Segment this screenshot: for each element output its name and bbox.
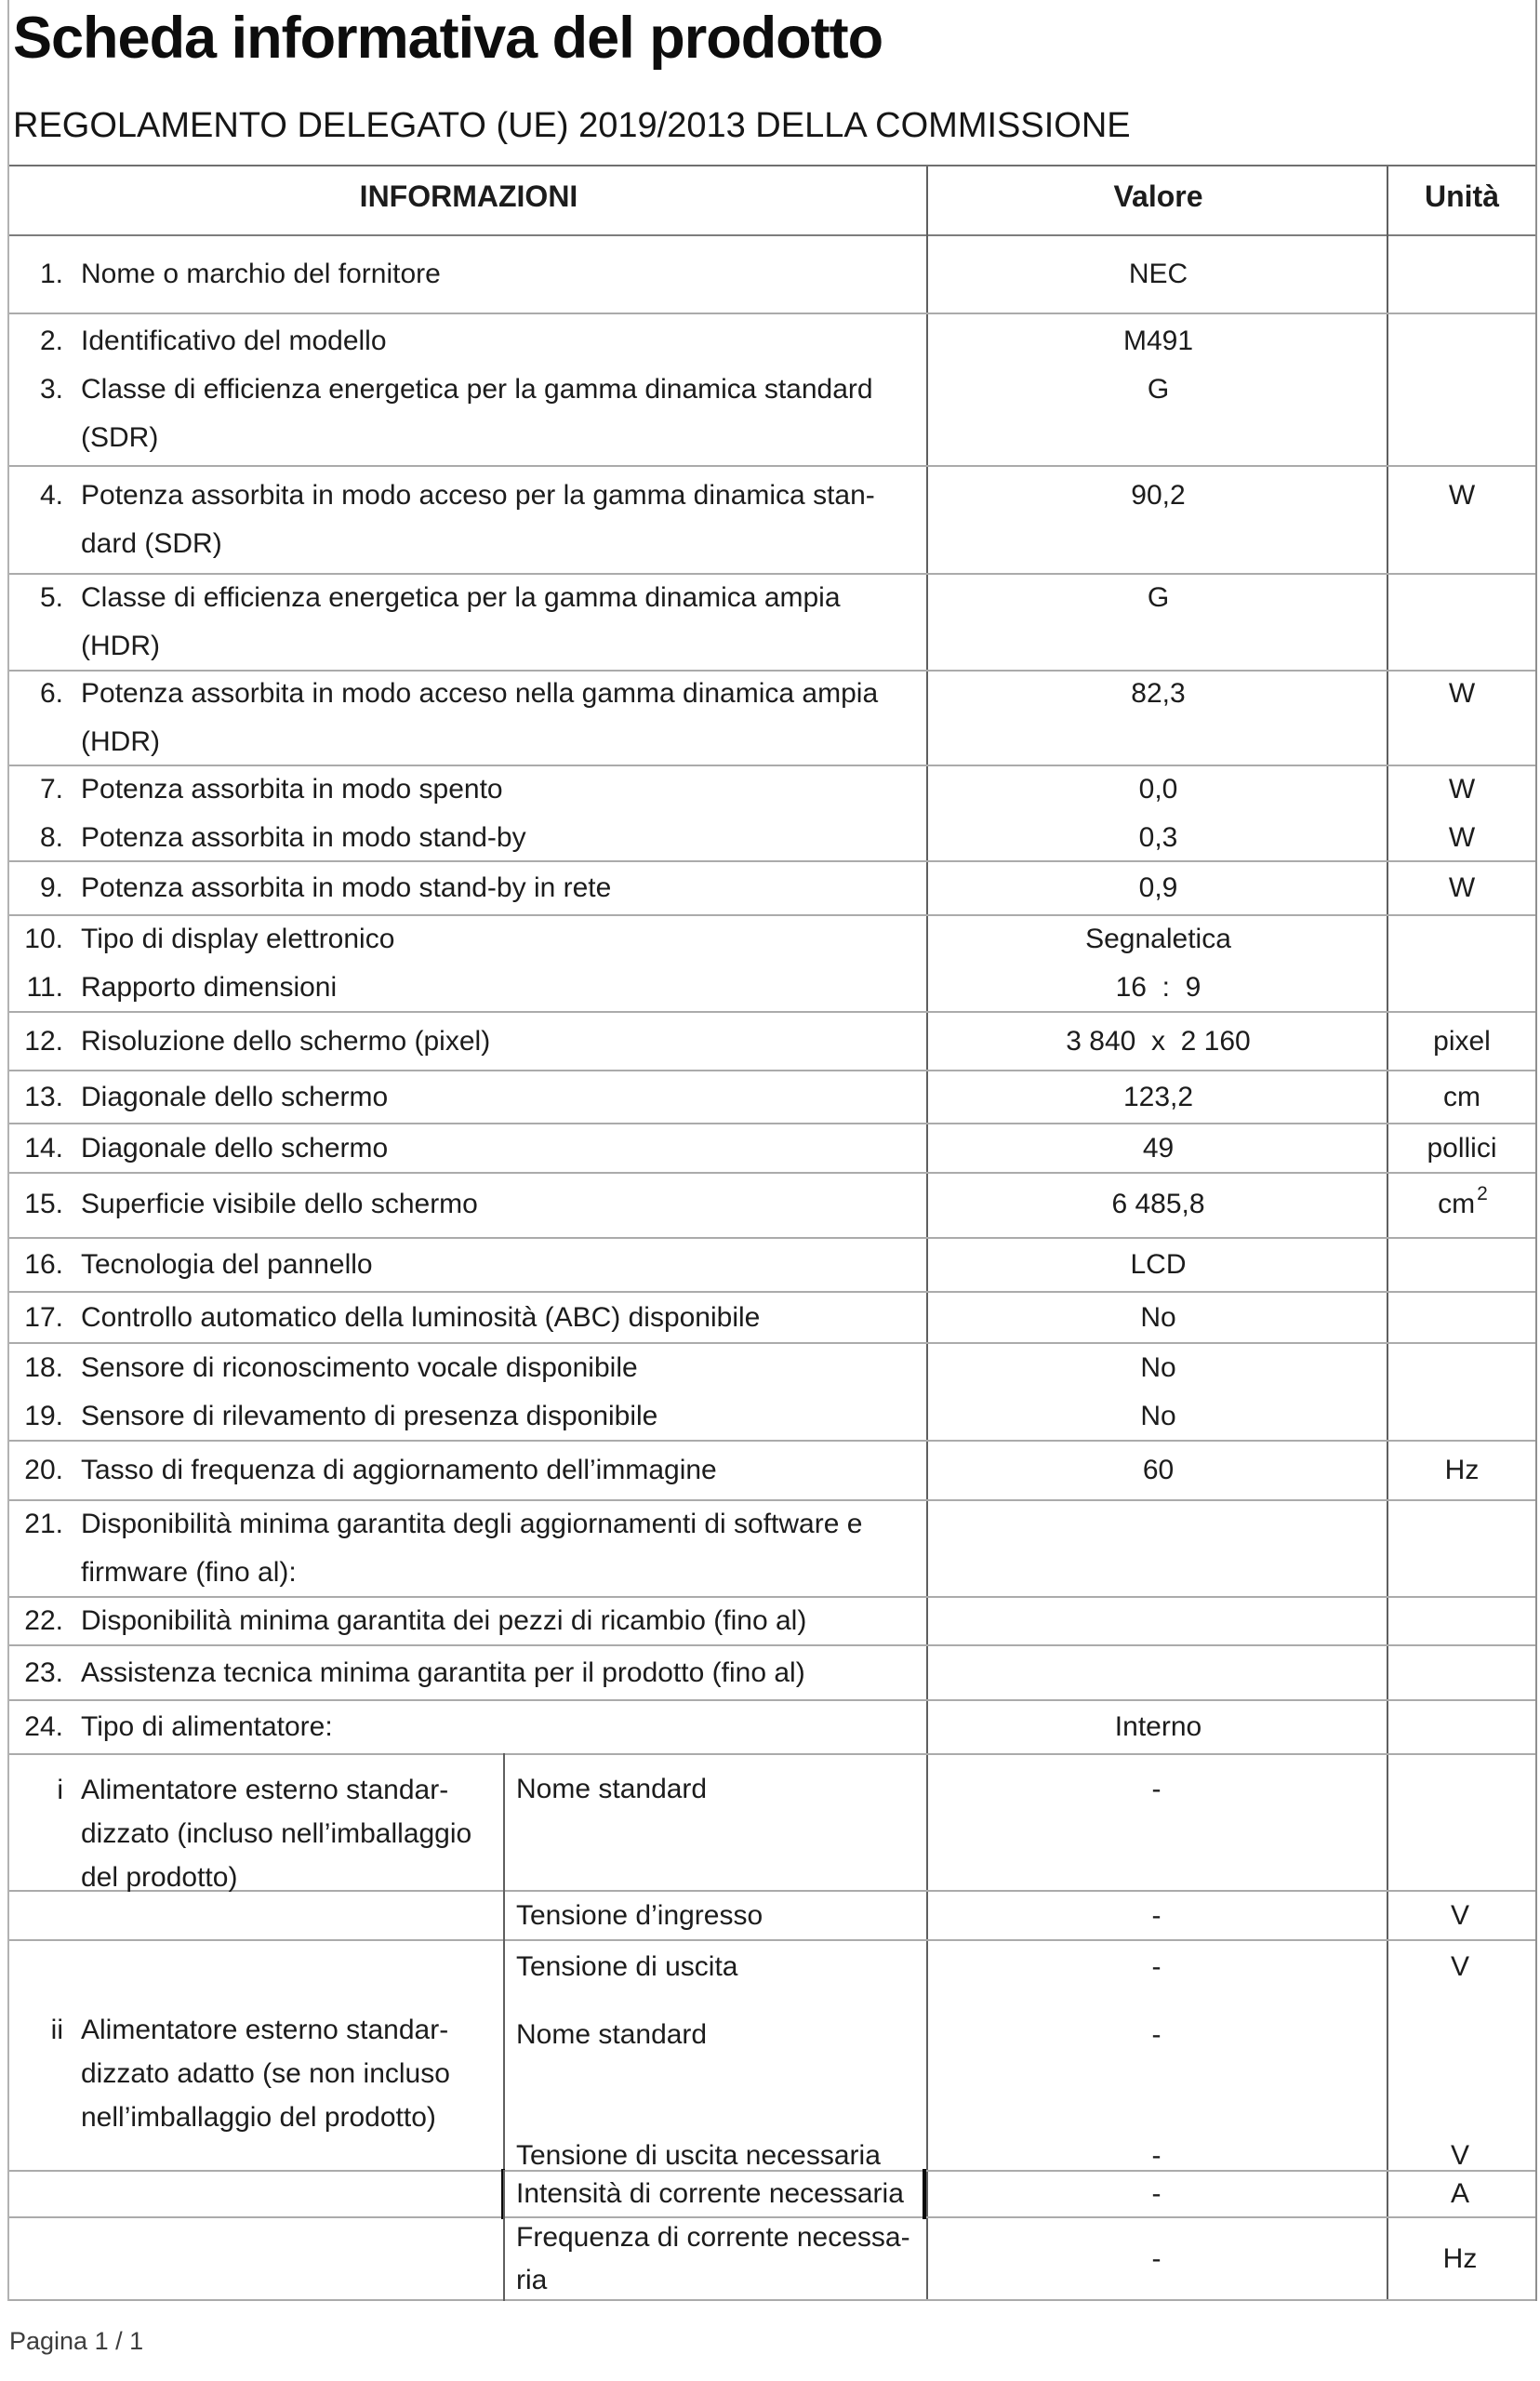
row-info-cell [9, 1241, 928, 1289]
table-row-group [9, 1598, 1535, 1646]
row-number: 9. [39, 872, 63, 903]
row-label-line: Nome o marchio del fornitore [81, 259, 441, 289]
row-value: Interno [1114, 1711, 1202, 1742]
table-row-group [9, 1239, 1535, 1293]
table-row-group [9, 1124, 1535, 1174]
table-row [9, 1073, 1535, 1122]
table-row [9, 1294, 1535, 1342]
row-label [63, 1446, 717, 1495]
table-row-group [9, 1071, 1535, 1124]
row-value: 16 : 9 [1115, 972, 1201, 1003]
row-label [63, 1124, 388, 1173]
psu-desc-cell [9, 2172, 503, 2216]
table-row-group [9, 1344, 1535, 1442]
psu-entries [503, 1941, 1535, 2170]
row-info-cell [9, 765, 928, 814]
table-row [9, 1241, 1535, 1289]
row-unit: Hz [1442, 2242, 1478, 2274]
row-label [63, 864, 611, 912]
table-row [9, 1124, 1535, 1173]
table-row [9, 1703, 1535, 1751]
sub-column-divider [503, 1939, 505, 2172]
table-row-group [9, 916, 1535, 1013]
table-row-group [9, 1892, 1535, 1941]
row-unit: V [1450, 2140, 1469, 2171]
row-info-cell [9, 1018, 928, 1066]
row-label [63, 964, 337, 1012]
row-unit: W [1448, 480, 1476, 511]
table-row-group [9, 1442, 1535, 1501]
table-row [9, 1892, 1535, 1939]
psu-desc-cell [9, 1892, 503, 1939]
table-row [9, 366, 1535, 462]
row-unit: pixel [1433, 1025, 1491, 1057]
table-row [9, 864, 1535, 912]
row-label [503, 2173, 926, 2215]
row-label [503, 1946, 926, 1989]
row-label-line: Tensione di uscita necessaria [516, 2140, 881, 2171]
row-label-line: (HDR) [81, 726, 160, 757]
table-row-group [9, 1174, 1535, 1239]
row-label [63, 1018, 490, 1066]
row-unit: A [1450, 2178, 1469, 2209]
table-row [9, 574, 1535, 671]
psu-entries [503, 1892, 1535, 1939]
row-value: 3 840 x 2 160 [1066, 1025, 1251, 1057]
table-row [9, 250, 1535, 299]
table-row [9, 670, 1535, 766]
row-label-line: Assistenza tecnica minima garantita per il prodotto (fino al) [81, 1656, 805, 1688]
table-row-group [9, 1755, 1535, 1892]
row-value: 123,2 [1122, 1081, 1194, 1112]
col-header-informazioni: INFORMAZIONI [359, 180, 578, 213]
row-label-line: Identificativo del modello [81, 326, 387, 356]
row-value: 90,2 [1131, 480, 1186, 511]
table-row-group [9, 766, 1535, 862]
row-label [63, 366, 873, 462]
row-marker: i [57, 1775, 63, 1805]
row-unit: V [1450, 1899, 1469, 1931]
row-number: 4. [39, 480, 63, 511]
row-value: 6 485,8 [1111, 1188, 1205, 1219]
row-unit: W [1448, 773, 1476, 805]
table-row [9, 2218, 1535, 2299]
table-sub-row [503, 2173, 1535, 2215]
table-row [9, 814, 1535, 862]
row-description-line: Alimentatore esterno standar- [81, 1775, 449, 1805]
row-label-line: Risoluzione dello schermo (pixel) [81, 1025, 491, 1057]
row-number: 11. [26, 972, 63, 1003]
row-label-line: Potenza assorbita in modo stand-by [81, 821, 526, 853]
table-row [9, 1344, 1535, 1392]
row-number: 13. [24, 1081, 63, 1112]
table-row [9, 1941, 1535, 2170]
row-label [63, 472, 875, 568]
psu-entries [503, 1755, 1535, 1890]
sub-column-divider [503, 2170, 505, 2218]
row-description-line: dizzato adatto (se non incluso [81, 2058, 450, 2089]
row-label-line: Controllo automatico della luminosità (ABC) disponibile [81, 1301, 761, 1333]
row-info-cell [9, 1124, 928, 1173]
row-info-cell [9, 1446, 928, 1495]
row-number: 14. [24, 1132, 63, 1164]
row-info-cell [9, 1073, 928, 1122]
col-header-valore: Valore [1113, 180, 1203, 213]
table-row-group [9, 672, 1535, 766]
row-label-line: Potenza assorbita in modo spento [81, 773, 503, 805]
row-label-line: firmware (fino al): [81, 1557, 297, 1588]
row-info-cell [9, 1344, 928, 1392]
row-number: 16. [24, 1249, 63, 1280]
row-label [63, 1500, 862, 1597]
row-label [63, 574, 841, 671]
row-label [63, 1344, 638, 1392]
row-unit: W [1448, 678, 1476, 709]
row-unit: $cm^2$ [1438, 1182, 1488, 1219]
row-label-line: (HDR) [81, 631, 160, 661]
sub-column-divider [503, 1753, 505, 1892]
table-row-group [9, 862, 1535, 916]
row-label [63, 915, 394, 964]
row-value: 0,3 [1138, 821, 1178, 853]
row-label-line: Disponibilità minima garantita degli aggiornamenti di software e [81, 1509, 863, 1539]
psu-desc-cell [9, 1755, 503, 1893]
row-value: - [1151, 2178, 1162, 2209]
table-row [9, 317, 1535, 366]
row-label-line: Disponibilità minima garantita dei pezzi di ricambio (fino al) [81, 1605, 807, 1636]
table-row [9, 915, 1535, 964]
row-label [63, 1649, 805, 1697]
row-value: M491 [1122, 326, 1194, 356]
row-info-cell [9, 915, 928, 964]
table-row [9, 1018, 1535, 1066]
row-value: - [1151, 2242, 1162, 2274]
row-number: 15. [24, 1188, 63, 1219]
row-label [63, 317, 387, 366]
row-label-line: Sensore di riconoscimento vocale disponibile [81, 1351, 638, 1383]
row-label [503, 1895, 926, 1937]
table-row [9, 1446, 1535, 1495]
row-description-line: Alimentatore esterno standar- [81, 2015, 449, 2045]
row-info-cell [9, 1703, 928, 1751]
row-label-line: Tensione d’ingresso [516, 1899, 763, 1931]
row-value: 0,9 [1138, 872, 1178, 903]
row-value: No [1140, 1351, 1176, 1383]
fiche-sheet [7, 0, 1537, 2301]
row-value: 0,0 [1138, 773, 1178, 805]
table-row-group [9, 1646, 1535, 1701]
row-description [63, 2008, 450, 2139]
sub-column-divider [503, 1890, 505, 1941]
row-label-line: ria [516, 2264, 548, 2295]
table-sub-row [503, 2216, 1535, 2302]
row-value: NEC [1128, 259, 1188, 289]
psu-entries [503, 2218, 1535, 2299]
row-label [63, 814, 526, 862]
row-info-cell [9, 1597, 928, 1645]
page-subtitle: REGOLAMENTO DELEGATO (UE) 2019/2013 DELLA COMMISSIONE [13, 106, 1131, 145]
table-row-group [9, 236, 1535, 314]
table-row-group [9, 2172, 1535, 2218]
row-label [63, 250, 441, 299]
row-label-line: Tipo di alimentatore: [81, 1711, 333, 1742]
row-unit: cm [1443, 1081, 1480, 1112]
row-value: 49 [1142, 1132, 1175, 1164]
row-label-line: (SDR) [81, 422, 159, 453]
table-sub-row [503, 1941, 1535, 1993]
row-label-line: Diagonale dello schermo [81, 1081, 389, 1112]
row-value: - [1151, 2019, 1162, 2051]
row-number: 1. [39, 259, 63, 289]
row-value: Segnaletica [1085, 924, 1231, 954]
row-label-line: Diagonale dello schermo [81, 1132, 389, 1164]
table-row [9, 765, 1535, 814]
row-info-cell [9, 964, 928, 1012]
row-number: 18. [24, 1351, 63, 1383]
row-value: - [1151, 1951, 1162, 1983]
table-row-group [9, 1501, 1535, 1598]
row-label-line: Potenza assorbita in modo acceso per la gamma dinamica stan- [81, 480, 875, 511]
row-unit: Hz [1444, 1455, 1480, 1485]
row-label [63, 1241, 373, 1289]
table-sub-row [503, 1993, 1535, 2135]
psu-desc-cell [9, 1941, 503, 2170]
table-row-group [9, 1293, 1535, 1344]
title-block [9, 0, 1535, 165]
table-row-group [9, 1013, 1535, 1071]
row-value: G [1147, 374, 1170, 405]
row-description-line: del prodotto) [81, 1862, 238, 1893]
row-label-line: Potenza assorbita in modo acceso nella gamma dinamica ampia [81, 678, 879, 709]
row-label [503, 2216, 926, 2302]
row-label [63, 1180, 478, 1229]
row-label-line: Tipo di display elettronico [81, 924, 395, 954]
row-value: - [1151, 2140, 1162, 2171]
row-label [503, 1768, 926, 1811]
row-number: 3. [39, 374, 63, 405]
row-label-line: Nome standard [516, 2019, 708, 2051]
row-label-line: Classe di efficienza energetica per la gamma dinamica ampia [81, 582, 841, 613]
row-info-cell [9, 670, 928, 766]
row-number: 2. [39, 326, 63, 356]
table-sub-row [503, 1768, 1535, 1811]
row-label [63, 1073, 388, 1122]
table-sub-row [503, 2135, 1535, 2170]
row-label-line: dard (SDR) [81, 528, 222, 559]
row-label [63, 1294, 760, 1342]
table-row-group [9, 2218, 1535, 2301]
row-number: 10. [24, 924, 63, 954]
row-number: 7. [39, 773, 63, 805]
table-row [9, 1392, 1535, 1441]
row-number: 12. [24, 1025, 63, 1057]
row-number: 8. [39, 821, 63, 853]
row-info-cell [9, 317, 928, 366]
row-info-cell [9, 1649, 928, 1697]
table-header-row [9, 166, 1535, 236]
table-row [9, 2172, 1535, 2216]
row-unit: W [1448, 821, 1476, 853]
page-title: Scheda informativa del prodotto [13, 6, 883, 71]
row-label-line: Nome standard [516, 1774, 708, 1804]
psu-entries [503, 2172, 1535, 2216]
row-value: - [1151, 1774, 1162, 1804]
row-label-line: Potenza assorbita in modo stand-by in rete [81, 872, 612, 903]
row-label-line: Tensione di uscita [516, 1951, 738, 1983]
row-marker: ii [50, 2015, 63, 2045]
page-footer: Pagina 1 / 1 [9, 2327, 144, 2355]
row-number: 21. [24, 1509, 63, 1539]
row-value: 60 [1142, 1455, 1175, 1485]
row-info-cell [9, 864, 928, 912]
row-value: 82,3 [1131, 678, 1186, 709]
row-label [63, 765, 503, 814]
table-row [9, 1755, 1535, 1893]
row-info-cell [9, 1500, 928, 1597]
table-row [9, 1649, 1535, 1697]
row-number: 5. [39, 582, 63, 613]
row-number: 19. [24, 1400, 63, 1431]
row-number: 6. [39, 678, 63, 709]
row-unit: V [1450, 1951, 1469, 1983]
row-description-line: nell’imballaggio del prodotto) [81, 2102, 436, 2133]
table-row [9, 1500, 1535, 1597]
row-number: 20. [24, 1455, 63, 1485]
row-value: G [1147, 582, 1170, 613]
row-number: 17. [24, 1301, 63, 1333]
row-label [63, 1703, 333, 1751]
row-info-cell [9, 1392, 928, 1441]
row-value: LCD [1130, 1249, 1187, 1280]
table-row-group [9, 1941, 1535, 2172]
row-label-line: Superficie visibile dello schermo [81, 1188, 478, 1219]
row-number: 24. [24, 1711, 63, 1742]
row-info-cell [9, 250, 928, 299]
row-label-line: Sensore di rilevamento di presenza disponibile [81, 1400, 658, 1431]
row-label [63, 670, 878, 766]
table-row [9, 472, 1535, 568]
row-unit-exponent: 2 [1477, 1182, 1488, 1204]
row-number: 23. [24, 1656, 63, 1688]
row-value: No [1140, 1301, 1176, 1333]
row-info-cell [9, 1180, 928, 1229]
row-label-line: Frequenza di corrente necessa- [516, 2221, 910, 2253]
row-label [503, 2014, 926, 2056]
table-row-group [9, 467, 1535, 575]
row-label [63, 1597, 806, 1645]
row-label [63, 1392, 657, 1441]
psu-desc-cell [9, 2218, 503, 2299]
row-description [63, 1768, 471, 1899]
row-info-cell [9, 574, 928, 671]
table-row [9, 1597, 1535, 1645]
table-row [9, 1180, 1535, 1231]
row-number: 22. [24, 1605, 63, 1636]
row-unit: pollici [1427, 1132, 1497, 1164]
row-info-cell [9, 814, 928, 862]
row-label-line: Tasso di frequenza di aggiornamento dell’immagine [81, 1455, 717, 1485]
row-info-cell [9, 1294, 928, 1342]
row-label-line: Classe di efficienza energetica per la gamma dinamica standard [81, 374, 873, 405]
sub-column-divider [503, 2216, 505, 2301]
table-row-group [9, 314, 1535, 467]
row-description-line: dizzato (incluso nell’imballaggio [81, 1818, 472, 1849]
table-row [9, 964, 1535, 1012]
row-label-line: Rapporto dimensioni [81, 972, 338, 1003]
row-label-line: Tecnologia del pannello [81, 1249, 373, 1280]
row-info-cell [9, 472, 928, 568]
table-body [9, 236, 1535, 2301]
row-label-line: Intensità di corrente necessaria [516, 2178, 904, 2209]
row-value: No [1140, 1400, 1176, 1431]
table-sub-row [503, 1895, 1535, 1937]
col-header-unita: Unità [1425, 180, 1499, 213]
fiche-table [9, 165, 1535, 2301]
table-row-group [9, 575, 1535, 672]
row-info-cell [9, 366, 928, 462]
row-unit: W [1448, 872, 1476, 903]
table-row-group [9, 1701, 1535, 1755]
row-value: - [1151, 1899, 1162, 1931]
